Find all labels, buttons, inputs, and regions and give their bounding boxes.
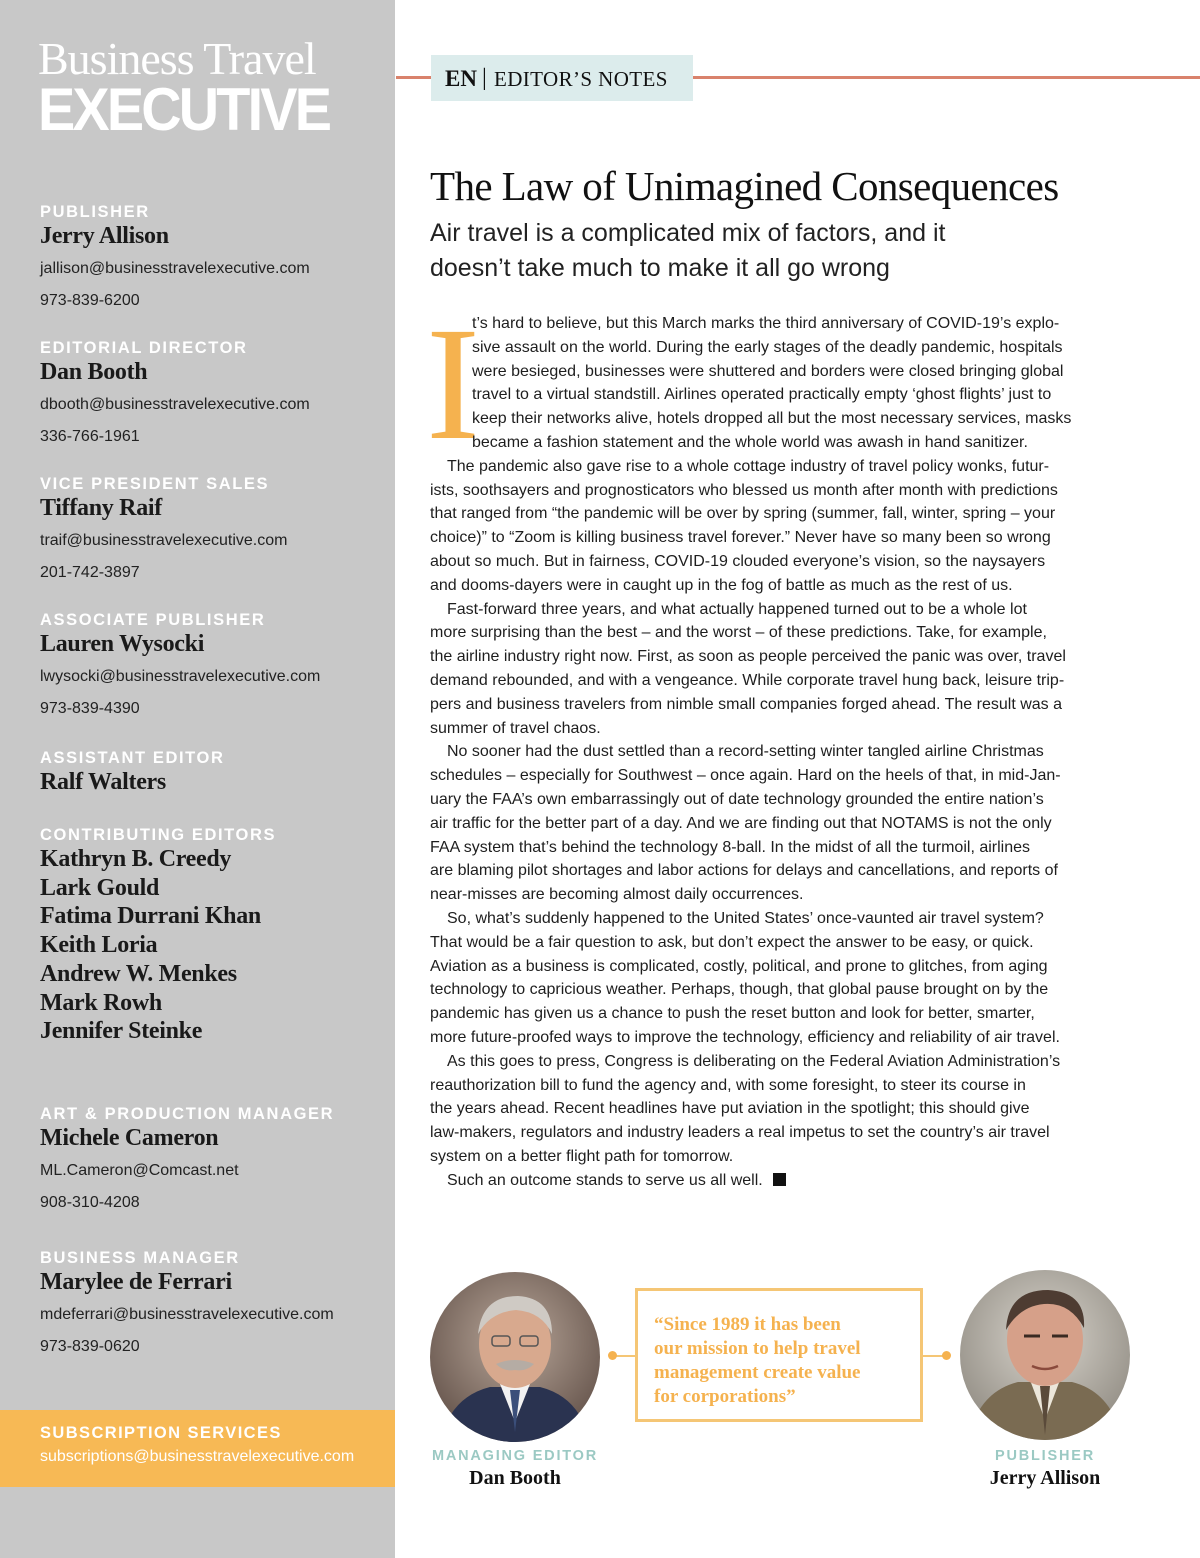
body-line: law-makers, regulators and industry leaders a real impetus to set the country’s air travel xyxy=(430,1124,1050,1142)
body-line: and dooms-dayers were in caught up in the fog of battle as much as the rest of us. xyxy=(430,576,1013,594)
body-line: pandemic has given us a chance to push the reset button and look for better, smarter, xyxy=(430,1005,1035,1023)
section-tag xyxy=(431,55,693,101)
body-line: So, what’s suddenly happened to the United States’ once-vaunted air travel system? xyxy=(447,909,1044,927)
body-line: are blaming pilot shortages and labor actions for delays and cancellations, and reports of xyxy=(430,862,1058,880)
email-text: lwysocki@businesstravelexecutive.com xyxy=(40,668,321,685)
body-line: air traffic for the better part of a day. And we are finding out that NOTAMS is not the only xyxy=(430,814,1052,832)
section-separator: | xyxy=(482,65,487,91)
body-line: As this goes to press, Congress is deliberating on the Federal Aviation Administration’s xyxy=(447,1052,1061,1070)
paragraph xyxy=(430,598,1130,741)
role-label: CONTRIBUTING EDITORS xyxy=(40,826,277,844)
drop-cap: I xyxy=(426,295,480,474)
role-label: VICE PRESIDENT SALES xyxy=(40,475,270,493)
body-line xyxy=(430,1169,1130,1193)
person-name: Tiffany Raif xyxy=(40,495,162,521)
body-line: reauthorization bill to fund the agency and, with some foresight, to steer its course in xyxy=(430,1076,1026,1094)
pull-quote-text xyxy=(654,1313,861,1409)
role-label: BUSINESS MANAGER xyxy=(40,1249,240,1267)
masthead-associate-publisher xyxy=(40,610,320,719)
person-name: Jerry Allison xyxy=(40,223,169,249)
body-line: t’s hard to believe, but this March marks the third anniversary of COVID-19’s explo- xyxy=(472,315,1060,332)
article-deck xyxy=(430,216,1070,286)
body-line: That would be a fair question to ask, but don’t expect the answer to be easy, or quick. xyxy=(430,933,1034,951)
brand-logo-line2: EXECUTIVE xyxy=(38,76,330,143)
body-line: choice)” to “Zoom is killing business travel forever.” Never have so many been so wrong xyxy=(430,529,1051,547)
body-line: the airline industry right now. First, as soon as people perceived the panic was over, travel xyxy=(430,648,1066,666)
quote-line: “Since 1989 it has been xyxy=(654,1314,841,1335)
deck-line: doesn’t take much to make it all go wrong xyxy=(430,254,890,282)
closing-sentence: Such an outcome stands to serve us all well. xyxy=(447,1171,763,1189)
quote-line: our mission to help travel xyxy=(654,1338,861,1359)
paragraph xyxy=(430,1169,1130,1193)
article-body xyxy=(430,312,1130,1192)
body-line: about so much. But in fairness, COVID-19 clouded everyone’s vision, so the naysayers xyxy=(430,552,1046,570)
body-line: sive assault on the world. During the early stages of the deadly pandemic, hospitals xyxy=(472,338,1063,356)
subscription-box xyxy=(0,1410,395,1487)
body-line: travel to a virtual standstill. Airlines operated practically empty ‘ghost flights’ just to xyxy=(472,386,1052,404)
subscription-email-link[interactable]: subscriptions@businesstravelexecutive.com xyxy=(40,1448,355,1465)
paragraph xyxy=(430,1050,1130,1169)
email-text: jallison@businesstravelexecutive.com xyxy=(40,260,310,277)
person-name: Lauren Wysocki xyxy=(40,631,205,657)
body-line: keep their networks alive, hotels dropped all but the most necessary services, masks xyxy=(472,410,1072,428)
email-text: mdeferrari@businesstravelexecutive.com xyxy=(40,1306,334,1323)
body-line: summer of travel chaos. xyxy=(430,719,601,737)
phone-text: 973-839-0620 xyxy=(40,1338,140,1355)
body-line: demand rebounded, and with a vengeance. While corporate travel hung back, leisure trip- xyxy=(430,671,1065,689)
caption-right-name: Jerry Allison xyxy=(989,1467,1101,1489)
person-name: Dan Booth xyxy=(40,359,148,385)
pull-quote xyxy=(635,1288,923,1422)
subscription-label: SUBSCRIPTION SERVICES xyxy=(40,1424,282,1442)
paragraph xyxy=(430,312,1130,455)
email-text: traif@businesstravelexecutive.com xyxy=(40,532,288,549)
masthead-contributing-editors xyxy=(40,825,276,1046)
person-name: Mark Rowh xyxy=(40,989,162,1016)
caption-left-name: Dan Booth xyxy=(469,1467,561,1489)
body-line: technology to capricious weather. Perhaps, though, that global pause brought on by the xyxy=(430,981,1049,999)
masthead-publisher xyxy=(40,202,310,311)
paragraph xyxy=(430,907,1130,1050)
phone-text: 201-742-3897 xyxy=(40,564,140,581)
section-label: EDITOR’S NOTES xyxy=(494,67,668,91)
body-line: near-misses are becoming almost daily occurrences. xyxy=(430,886,804,904)
managing-editor-photo xyxy=(430,1272,600,1442)
phone-text: 973-839-4390 xyxy=(40,700,140,717)
email-text: ML.Cameron@Comcast.net xyxy=(40,1162,239,1179)
body-line: the years ahead. Recent headlines have put aviation in the spotlight; this should give xyxy=(430,1100,1030,1118)
body-line: more surprising than the best – and the worst – of these predictions. Take, for example, xyxy=(430,624,1047,642)
end-mark-icon xyxy=(773,1173,786,1186)
person-name: Lark Gould xyxy=(40,874,160,901)
connector-dot-right xyxy=(942,1351,951,1360)
person-name: Fatima Durrani Khan xyxy=(40,903,261,930)
person-name: Marylee de Ferrari xyxy=(40,1269,232,1295)
body-line: No sooner had the dust settled than a record-setting winter tangled airline Christmas xyxy=(447,743,1044,761)
phone-text: 908-310-4208 xyxy=(40,1194,140,1211)
quote-line: for corporations” xyxy=(654,1386,796,1407)
role-label: ASSOCIATE PUBLISHER xyxy=(40,611,266,629)
masthead-vp-sales xyxy=(40,474,287,583)
role-label: ASSISTANT EDITOR xyxy=(40,749,225,767)
person-name: Michele Cameron xyxy=(40,1125,219,1151)
masthead-assistant-editor xyxy=(40,748,225,797)
role-label: ART & PRODUCTION MANAGER xyxy=(40,1105,335,1123)
body-line: FAA system that’s behind the technology 8-ball. In the midst of all the turmoil, airlines xyxy=(430,838,1031,856)
masthead-sidebar xyxy=(0,0,395,1558)
body-line: The pandemic also gave rise to a whole cottage industry of travel policy wonks, futur- xyxy=(447,457,1050,475)
phone-text: 973-839-6200 xyxy=(40,292,140,309)
body-line: schedules – especially for Southwest – once again. Hard on the heels of that, in mid-Jan- xyxy=(430,767,1061,785)
body-line: were besieged, businesses were shuttered and borders were closed bringing global xyxy=(472,362,1064,380)
body-line: Aviation as a business is complicated, costly, political, and prone to glitches, from aging xyxy=(430,957,1048,975)
caption-right-role: PUBLISHER xyxy=(995,1448,1095,1464)
article-title: The Law of Unimagined Consequences xyxy=(430,163,1059,209)
body-line: ists, soothsayers and prognosticators who blessed us month after month with predictions xyxy=(430,481,1058,499)
person-name: Keith Loria xyxy=(40,932,158,959)
brand-logo-line1: Business Travel xyxy=(38,33,316,84)
body-line: more future-proofed ways to improve the technology, efficiency and reliability of air travel. xyxy=(430,1028,1060,1046)
body-line: pers and business travelers from nimble small companies forged ahead. The result was a xyxy=(430,695,1063,713)
body-line: that ranged from “the pandemic will be over by spring (summer, fall, winter, spring – your xyxy=(430,505,1056,523)
masthead-business-manager xyxy=(40,1248,334,1357)
masthead-art-production xyxy=(40,1104,334,1213)
body-line: became a fashion statement and the whole world was awash in hand sanitizer. xyxy=(472,433,1028,451)
masthead-editorial-director xyxy=(40,338,310,447)
publisher-photo xyxy=(960,1270,1130,1440)
person-name: Kathryn B. Creedy xyxy=(40,846,232,872)
paragraph xyxy=(430,740,1130,907)
caption-left-role: MANAGING EDITOR xyxy=(431,1448,599,1464)
body-line: Fast-forward three years, and what actually happened turned out to be a whole lot xyxy=(447,600,1027,618)
deck-line: Air travel is a complicated mix of factors, and it xyxy=(430,219,946,247)
person-name: Ralf Walters xyxy=(40,769,166,795)
role-label: PUBLISHER xyxy=(40,203,150,221)
quote-line: management create value xyxy=(654,1362,861,1383)
connector-dot-left xyxy=(608,1351,617,1360)
person-name: Jennifer Steinke xyxy=(40,1018,203,1045)
body-line: system on a better flight path for tomorrow. xyxy=(430,1147,734,1165)
person-name: Andrew W. Menkes xyxy=(40,960,237,987)
body-line: uary the FAA’s own embarrassingly out of date technology grounded the entire nation’s xyxy=(430,790,1044,808)
section-abbr: EN xyxy=(445,66,477,91)
role-label: EDITORIAL DIRECTOR xyxy=(40,339,248,357)
paragraph xyxy=(430,455,1130,598)
email-text: dbooth@businesstravelexecutive.com xyxy=(40,396,310,413)
phone-text: 336-766-1961 xyxy=(40,428,140,445)
